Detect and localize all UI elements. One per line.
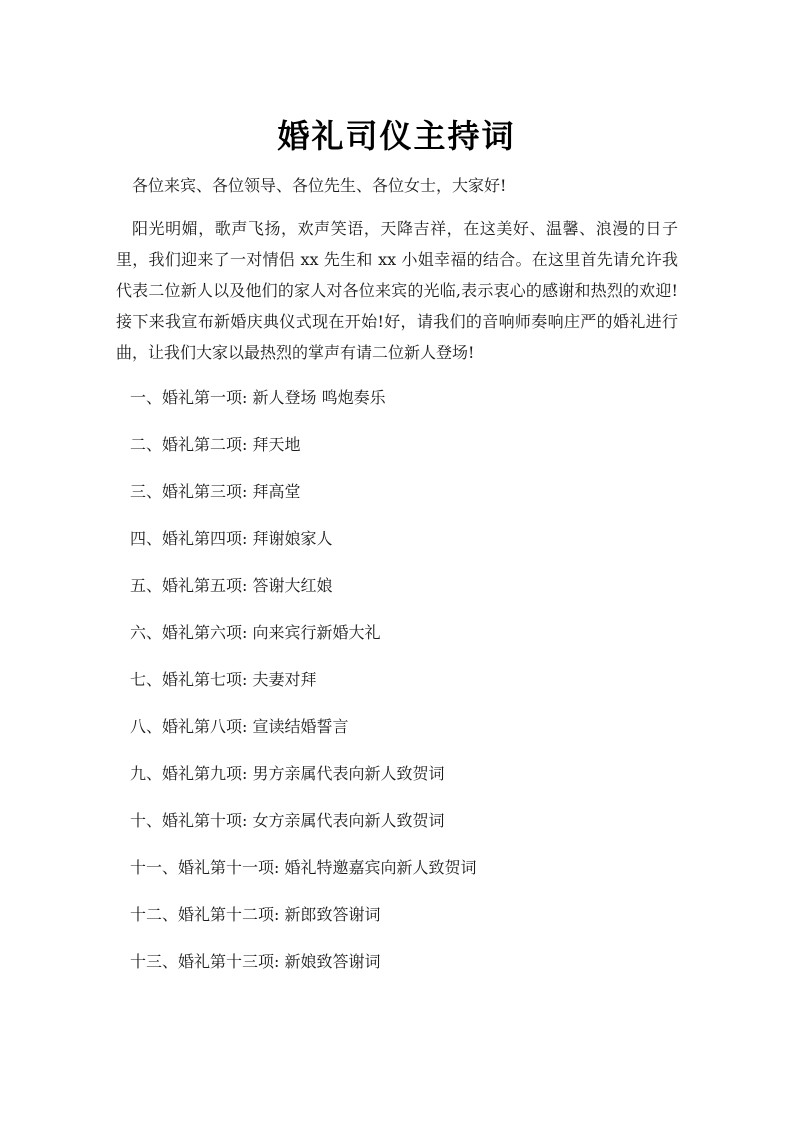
ceremony-item: 四、婚礼第四项: 拜谢娘家人 [130,529,333,548]
ceremony-item-list [116,382,678,993]
document-body [116,170,678,993]
ceremony-item: 十二、婚礼第十二项: 新郎致答谢词 [130,905,381,924]
document-title: 婚礼司仪主持词 [277,117,516,156]
ceremony-item: 八、婚礼第八项: 宣读结婚誓言 [130,717,349,736]
ceremony-item: 五、婚礼第五项: 答谢大红娘 [130,576,333,595]
ceremony-item: 三、婚礼第三项: 拜高堂 [130,482,301,501]
greeting-paragraph: 各位来宾、各位领导、各位先生、各位女士，大家好! [132,176,507,195]
intro-paragraph: 阳光明媚，歌声飞扬，欢声笑语，天降吉祥，在这美好、温馨、浪漫的日子里，我们迎来了一对情侣 xx 先生和 xx 小姐幸福的结合。在这里首先请允许我代表二位新人以及他们的家人对各位来宾的光临,表示衷心的感谢和热烈的欢迎!接下来我宣布新婚庆典仪式现在开始!好，请我们的音响师奏响庄严的婚礼进行曲，让我们大家以最热烈的掌声有请二位新人登场! [116,219,678,362]
ceremony-item: 十一、婚礼第十一项: 婚礼特邀嘉宾向新人致贺词 [130,858,477,877]
ceremony-item: 十、婚礼第十项: 女方亲属代表向新人致贺词 [130,811,445,830]
ceremony-item: 七、婚礼第七项: 夫妻对拜 [130,670,317,689]
ceremony-item: 一、婚礼第一项: 新人登场 鸣炮奏乐 [130,388,386,407]
ceremony-item: 六、婚礼第六项: 向来宾行新婚大礼 [130,623,381,642]
ceremony-item: 二、婚礼第二项: 拜天地 [130,435,301,454]
ceremony-item: 九、婚礼第九项: 男方亲属代表向新人致贺词 [130,764,445,783]
ceremony-item: 十三、婚礼第十三项: 新娘致答谢词 [130,952,381,971]
